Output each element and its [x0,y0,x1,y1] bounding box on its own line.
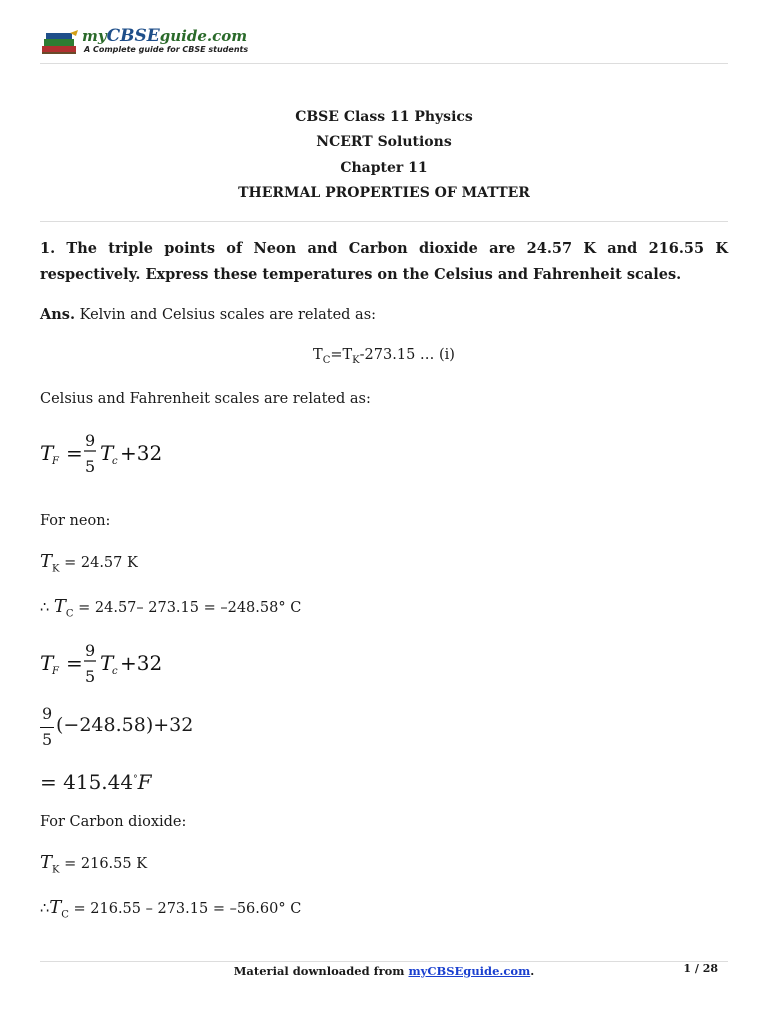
therefore-icon: ∴ [40,901,50,917]
neon-result-unit: F [137,770,152,794]
answer-intro [40,306,376,323]
footer-text [40,964,728,978]
neon-result-value: = 415.44 [40,770,134,794]
fraction-denominator: 5 [42,730,53,749]
tk-symbol: $T_K$ [40,852,60,876]
relation-sub-c: C [322,354,331,366]
fraction-numerator: 9 [42,704,53,723]
co2-tc-value: = 216.55 – 273.15 = –56.60° C [73,901,302,917]
doc-heading-line2: NCERT Solutions [316,134,452,150]
svg-text:5: 5 [85,457,96,476]
site-logo [40,26,250,60]
co2-tk-value: = 216.55 K [64,856,148,872]
question-text: 1. The triple points of Neon and Carbon dioxide are 24.57 K and 216.55 K respectively. Express these temperatures on the Celsius and Fahrenheit scales. [40,240,728,283]
svg-text:9: 9 [85,641,96,660]
doc-heading-line1: CBSE Class 11 Physics [295,109,473,125]
header-divider [40,63,728,64]
logo-brand-prefix: my [82,27,107,45]
svg-text:c: c [112,666,118,677]
svg-text:T: T [40,441,54,465]
logo-brand-suffix: guide.com [159,27,248,45]
answer-intro-text: Kelvin and Celsius scales are related as: [79,307,377,323]
co2-label: For Carbon dioxide: [40,814,187,830]
neon-result [40,770,152,794]
footer-suffix: . [530,964,535,978]
relation-eq: =T [330,347,353,363]
svg-text:5: 5 [85,667,96,686]
svg-text:T: T [100,651,114,675]
svg-text:=: = [66,441,83,465]
footer-link[interactable]: myCBSEguide.com [408,964,531,978]
svg-text:=: = [66,651,83,675]
fahrenheit-formula-image [40,428,170,476]
tk-symbol: $T_K$ [40,551,60,575]
svg-text:F: F [52,456,59,467]
co2-tk-line [40,852,147,876]
neon-tk-line [40,551,138,575]
kelvin-celsius-relation [40,347,728,366]
answer-label: Ans. [40,306,76,323]
svg-text:9: 9 [85,431,96,450]
neon-label: For neon: [40,513,111,529]
relation-sub-k: K [352,354,360,366]
neon-tc-line [40,596,301,620]
svg-text:F: F [52,666,59,677]
doc-heading-line3: Chapter 11 [340,160,428,176]
svg-text:+32: +32 [120,441,163,465]
tc-symbol: $T_C$ [53,596,74,620]
fahrenheit-formula-neon-image [40,638,170,686]
svg-text:T: T [40,651,54,675]
fraction-bar [40,727,54,728]
neon-tc-value: = 24.57– 273.15 = –248.58° C [78,600,302,616]
neon-substitution [40,704,240,752]
neon-tk-value: = 24.57 K [64,555,138,571]
heading-divider [40,221,728,222]
neon-substitution-expr: (−248.58)+32 [56,714,194,736]
co2-tc-line [40,897,301,921]
footer-prefix: Material downloaded from [233,964,409,978]
svg-text:T: T [100,441,114,465]
svg-text:+32: +32 [120,651,163,675]
logo-brand [82,26,247,46]
svg-text:c: c [112,456,118,467]
relation-tc: T [313,347,323,363]
logo-tagline: A Complete guide for CBSE students [84,45,249,54]
therefore-icon: ∴ [40,600,50,616]
celsius-fahrenheit-intro: Celsius and Fahrenheit scales are related as: [40,391,371,407]
logo-brand-main: CBSE [106,26,160,46]
books-icon [40,30,80,56]
relation-rest: -273.15 … (i) [359,347,455,363]
tc-symbol: $T_C$ [49,897,69,921]
footer-divider [40,961,728,962]
page-number: 1 / 28 [683,962,718,975]
degree-mark: ° [133,774,138,785]
doc-heading-line4: THERMAL PROPERTIES OF MATTER [238,185,530,201]
